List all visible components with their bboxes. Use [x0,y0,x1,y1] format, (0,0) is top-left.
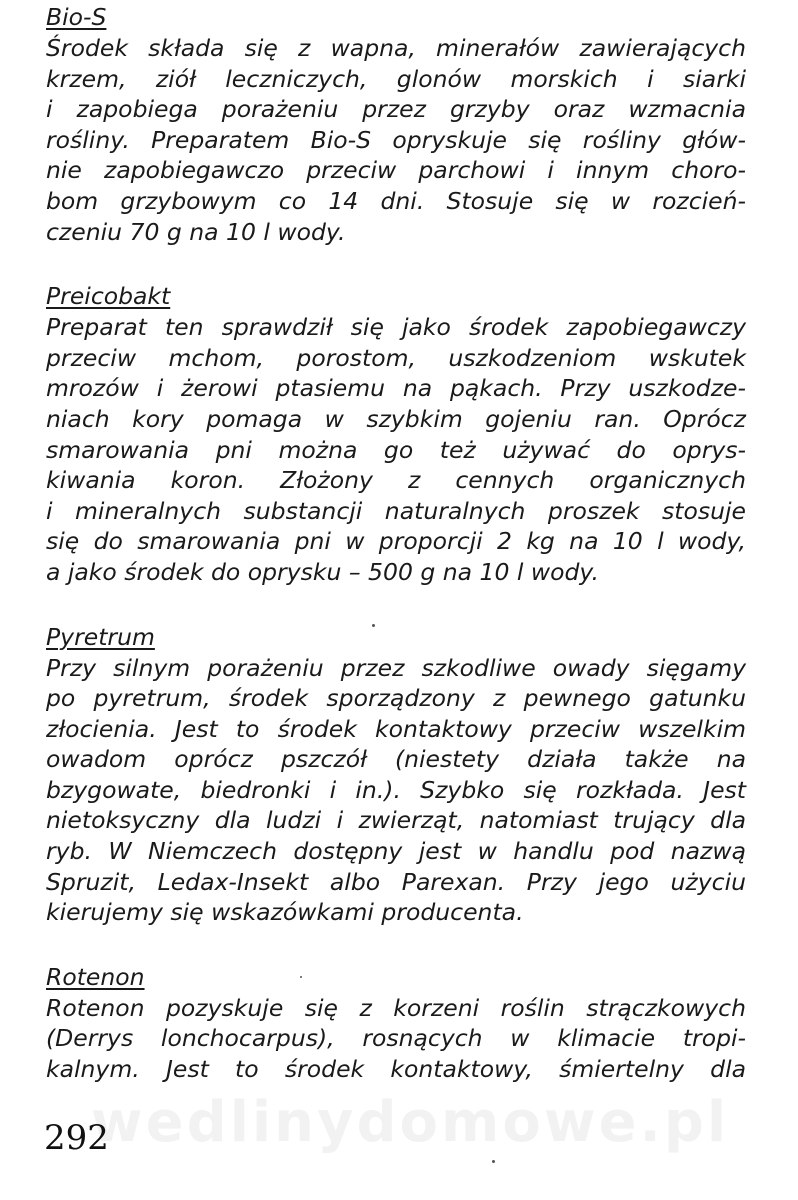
text-line: bzygowate, biedronki i in.). Szybko się rozkłada. Jest [46,775,746,804]
text-line: i zapobiega porażeniu przez grzyby oraz wzmacnia [46,95,746,124]
scan-speck [372,624,375,627]
text-line: owadom oprócz pszczół (niestety działa także na [46,745,746,774]
scan-speck [492,1160,495,1163]
text-line: a jako środek do oprysku – 500 g na 10 l wody. [46,557,599,586]
text-line: kiwania koron. Złożony z cennych organicznych [46,466,746,495]
section-preicobakt [46,281,746,587]
text-line: Preparat ten sprawdził się jako środek zapobiegawczy [46,313,746,342]
text-line: ryb. W Niemczech dostępny jest w handlu pod nazwą [46,837,746,866]
text-line: krzem, ziół leczniczych, glonów morskich i siarki [46,64,746,93]
scan-speck [300,976,302,978]
text-line: bom grzybowym co 14 dni. Stosuje się w rozcień- [46,186,746,215]
text-line: nie zapobiegawczo przeciw parchowi i innym choro- [46,156,746,185]
text-line: Spruzit, Ledax-Insekt albo Parexan. Przy jego użyciu [46,867,746,896]
text-line: rośliny. Preparatem Bio-S opryskuje się rośliny głów- [46,125,746,154]
text-line: Rotenon pozyskuje się z korzeni roślin strączkowych [46,993,746,1022]
page-number: 292 [44,1118,109,1158]
section-heading: Preicobakt [46,282,171,311]
text-line: niach kory pomaga w szybkim gojeniu ran. Oprócz [46,404,746,433]
watermark: wedlinydomowe.pl [90,1090,730,1155]
text-line: czeniu 70 g na 10 l wody. [46,217,346,246]
text-line: (Derrys lonchocarpus), rosnących w klimacie tropi- [46,1024,746,1053]
text-line: złocienia. Jest to środek kontaktowy przeciw wszelkim [46,714,746,743]
section-bio-s [46,2,746,247]
text-line: mrozów i żerowi ptasiemu na pąkach. Przy uszkodze- [46,374,746,403]
section-rotenon [46,962,746,1085]
section-heading: Pyretrum [46,622,155,651]
text-line: kierujemy się wskazówkami producenta. [46,898,524,927]
text-line: się do smarowania pni w proporcji 2 kg na 10 l wody, [46,527,746,556]
text-line: smarowania pni można go też używać do oprys- [46,435,746,464]
text-line: nietoksyczny dla ludzi i zwierząt, natomiast trujący dla [46,806,746,835]
text-line: kalnym. Jest to środek kontaktowy, śmiertelny dla [46,1055,746,1084]
document-page [46,2,746,1085]
text-line: Środek składa się z wapna, minerałów zawierających [46,34,746,62]
text-line: przeciw mchom, porostom, uszkodzeniom wskutek [46,343,746,372]
text-line: po pyretrum, środek sporządzony z pewnego gatunku [46,684,746,713]
text-line: i mineralnych substancji naturalnych proszek stosuje [46,496,746,525]
text-line: Przy silnym porażeniu przez szkodliwe owady sięgamy [46,653,746,682]
section-heading: Rotenon [46,962,145,991]
section-heading: Bio-S [46,3,107,31]
section-pyretrum [46,622,746,928]
